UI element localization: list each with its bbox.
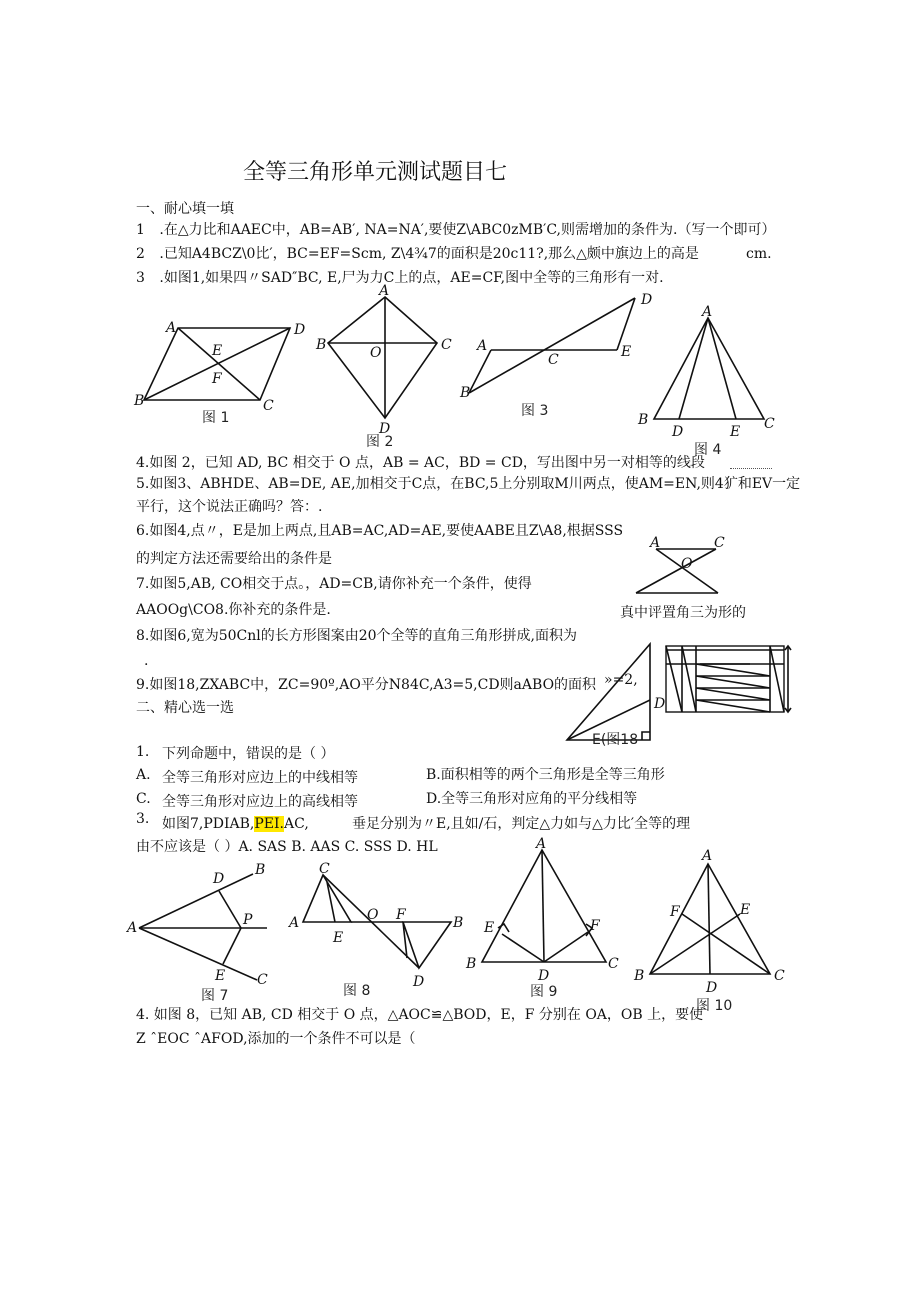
question-number: 2 (136, 246, 145, 262)
figure-7 (125, 858, 285, 1008)
point-label: D (413, 974, 425, 990)
point-label: B (255, 862, 266, 878)
point-label: E (740, 902, 751, 918)
point-label: D (379, 421, 391, 437)
question-4: 4.如图 2，已知 AD, BC 相交于 O 点，AB = AC，BD = CD，写出图中另一对相等的线段 (136, 455, 705, 471)
point-label: D (213, 871, 225, 887)
mc-question-3-stem (162, 816, 309, 832)
point-label: E (212, 343, 223, 359)
point-label: F (590, 918, 600, 934)
question-8-line1: 8.如图6,宽为50Cnl的长方形图案由20个全等的直角三角形拼成,面积为 (136, 628, 577, 644)
figure-9-caption: 图 9 (530, 984, 558, 1000)
point-label: D (706, 980, 718, 996)
right-angle-mark (642, 732, 650, 740)
figure-6-stroke (696, 676, 770, 688)
figure-8-caption: 图 8 (343, 983, 371, 999)
point-label: A (379, 283, 390, 299)
point-label: C (774, 968, 785, 984)
mc-question-4-line1: 4. 如图 8，已知 AB, CD 相交于 O 点，△AOC≌△BOD，E，F 分别在 OA，OB 上，要使 (136, 1007, 704, 1023)
figure-1-diagonal (144, 328, 290, 400)
figure-4-segment (708, 318, 736, 419)
point-label: E (621, 344, 632, 360)
figure-5-segment (636, 549, 716, 593)
figure-1 (130, 315, 320, 435)
question-1 (136, 222, 775, 238)
point-label: A (536, 836, 547, 852)
point-label: E (333, 930, 344, 946)
question-text: .如图1,如果四〃SAD″BC, E,尸为力C上的点，AE=CF,图中全等的三角形有一对. (159, 270, 664, 286)
answer-blank (730, 468, 772, 469)
figure-18-outline (567, 644, 650, 740)
figure-10-caption: 图 10 (696, 998, 733, 1014)
figure-7-caption: 图 7 (201, 988, 229, 1004)
point-label: C (608, 956, 619, 972)
option-d: D.全等三角形对应角的平分线相等 (426, 791, 638, 807)
question-6-line2: 的判定方法还需要给出的条件是 (136, 551, 332, 567)
point-label: B (134, 393, 145, 409)
point-label: D (654, 696, 666, 712)
figure-7-perpendicular (223, 928, 241, 964)
figure-2-caption: 图 2 (366, 434, 394, 450)
question-2-unit: cm. (746, 246, 772, 262)
question-7-line2: AAOOg\CO8.你补充的条件是. (136, 602, 331, 618)
point-label: F (670, 904, 680, 920)
highlighted-text: PEI. (254, 816, 285, 832)
mc-question-4-line2: Z ˆEOC ˆAFOD,添加的一个条件不可以是（ (136, 1031, 416, 1047)
question-8-line2: . (144, 653, 149, 669)
point-label: B (638, 412, 649, 428)
point-label: B (316, 337, 327, 353)
point-label: E (484, 920, 495, 936)
figure-9-perpendicular (502, 934, 544, 962)
question-5-line2: 平行，这个说法正确吗？答：. (136, 499, 323, 515)
point-label: F (212, 371, 222, 387)
stem-part: 如图7,PDIAB, (162, 816, 255, 832)
question-7-line1: 7.如图5,AB, CO相交于点。，AD=CB,请你补充一个条件，使得 (136, 576, 532, 592)
question-number: 3 (136, 270, 145, 286)
figure-10 (630, 842, 800, 1014)
question-5-line1: 5.如图3、ABHDE、AB=DE, AE,加相交于C点，在BC,5上分别取M川两点，使AM=EN,则4犷和EV一定 (136, 476, 801, 492)
side-note: 真中评置角三为形的 (620, 605, 746, 621)
point-label: O (681, 556, 693, 572)
figure-6-stroke (682, 646, 696, 712)
mc-question-1-stem: 下列命题中，错误的是（ ） (162, 746, 335, 762)
section-heading-multiple-choice: 二、精心选一选 (136, 700, 234, 716)
mc-question-3-number: 3. (136, 811, 150, 827)
point-label: A (289, 915, 300, 931)
point-label: F (396, 907, 406, 923)
figure-3 (455, 290, 665, 420)
figure-1-diagonal (178, 328, 260, 400)
question-number: 1 (136, 222, 145, 238)
point-label: A (702, 848, 713, 864)
figure-6-stroke (770, 646, 784, 712)
mc-question-3-options: 由不应该是（ ）A. SAS B. AAS C. SSS D. HL (136, 839, 438, 855)
figure-6-stroke (696, 700, 770, 712)
figure-7-segment (139, 928, 257, 980)
option-b: B.面积相等的两个三角形是全等三角形 (426, 767, 665, 783)
figure-3-segment (469, 298, 635, 393)
option-c-letter: C. (136, 791, 151, 807)
figure-9 (462, 832, 632, 1000)
figure-4 (636, 302, 786, 457)
point-label: B (453, 915, 464, 931)
point-label: E (730, 424, 741, 440)
side-equation: »=2, (604, 672, 638, 688)
figure-4-outline (654, 318, 764, 419)
figure-18-caption: E(图18 (592, 732, 639, 748)
point-label: B (634, 968, 645, 984)
point-label: C (548, 352, 559, 368)
point-label: O (370, 345, 382, 361)
point-label: E (215, 968, 226, 984)
point-label: B (460, 385, 471, 401)
page-title: 全等三角形单元测试题目七 (243, 160, 508, 185)
figure-3-segment (617, 298, 635, 350)
point-label: A (127, 920, 138, 936)
point-label: C (764, 416, 775, 432)
point-label: A (166, 320, 177, 336)
question-6-line1: 6.如图4,点〃，E是加上两点,且AB=AC,AD=AE,要使AABE且Z\A8,根据SSS (136, 523, 624, 539)
point-label: B (466, 956, 477, 972)
mc-question-1-number: 1. (136, 744, 150, 760)
figure-2-outline (328, 297, 437, 418)
point-label: A (650, 535, 661, 551)
figure-18 (562, 640, 672, 748)
figure-6 (660, 640, 800, 720)
figure-6-stroke (696, 688, 770, 700)
figure-8 (285, 858, 470, 998)
point-label: C (263, 398, 274, 414)
point-label: P (243, 912, 253, 928)
point-label: C (441, 337, 452, 353)
option-c: 全等三角形对应边上的高线相等 (162, 794, 358, 810)
point-label: C (714, 535, 725, 551)
figure-8-triangle (403, 922, 451, 968)
figure-7-perpendicular (219, 891, 241, 928)
point-label: D (294, 322, 306, 338)
figure-4-segment (679, 318, 708, 419)
figure-9-perpendicular (544, 932, 588, 962)
point-label: A (477, 338, 488, 354)
figure-10-median (708, 864, 710, 974)
figure-6-stroke (666, 646, 682, 712)
point-label: C (257, 972, 268, 988)
figure-9-median (542, 850, 544, 962)
figure-2 (312, 283, 462, 453)
figure-3-caption: 图 3 (521, 403, 549, 419)
stem-part: AC, (284, 816, 309, 832)
point-label: C (319, 861, 330, 877)
option-a-letter: A. (136, 767, 151, 783)
point-label: O (367, 907, 379, 923)
point-label: A (702, 304, 713, 320)
question-text: .在△力比和AAEC中，AB=AB′, NA=NA′,要使Z\ABC0zMB′C,则需增加的条件为.（写一个即可） (159, 222, 776, 238)
point-label: D (538, 968, 550, 984)
mc-question-3-stem-cont: 垂足分别为〃E,且如/石，判定△力如与△力比′全等的理 (352, 816, 691, 832)
point-label: D (641, 292, 653, 308)
point-label: D (672, 424, 684, 440)
section-heading-fill-in: 一、耐心填一填 (136, 201, 234, 217)
question-2 (136, 246, 699, 262)
question-9: 9.如图18,ZXABC中，ZC=90º,AO平分N84C,A3=5,CD则aABO的面积 (136, 677, 597, 693)
figure-1-caption: 图 1 (202, 410, 230, 426)
option-a: 全等三角形对应边上的中线相等 (162, 770, 358, 786)
figure-4-caption: 图 4 (694, 442, 722, 458)
figure-6-stroke (696, 664, 770, 676)
question-text: .已知A4BCZ\0比′，BC=EF=Scm, Z\4¾7的面积是20c11?,那么△颇中旗边上的高是 (159, 246, 699, 262)
figure-5 (618, 535, 743, 605)
